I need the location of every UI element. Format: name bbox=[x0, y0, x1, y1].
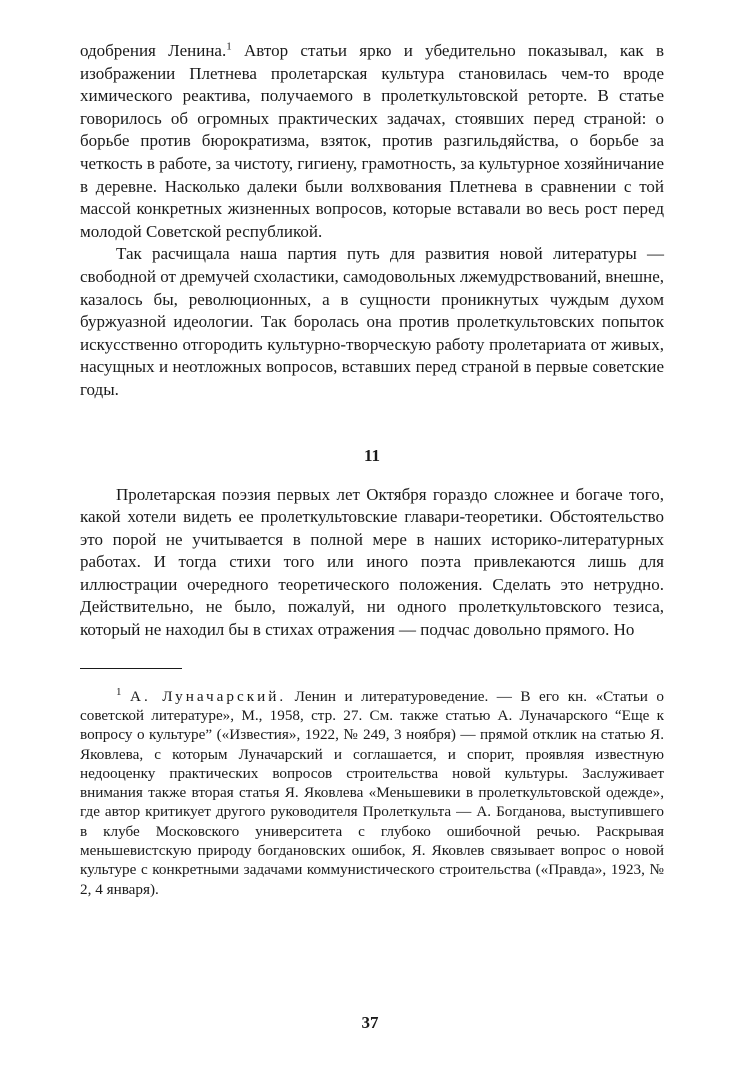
section-number: 11 bbox=[363, 445, 381, 465]
footnote-reference[interactable]: 1 bbox=[226, 40, 232, 53]
paragraph: Пролетарская поэзия первых лет Октября гораздо сложнее и богаче того, какой хотели видеть ее пролеткультовские главари-теоретики. Обстоятельство это порой не учитывается в полной мере в наших историко-литературных работах. И тогда стихи того или иного поэта привлекаются лишь для иллюстрации очередного теоретического положения. Сделать это нетрудно. Действительно, не было, пожалуй, ни одного пролеткультовского тезиса, который не находил бы в стихах отражения — подчас довольно прямого. Но bbox=[80, 484, 664, 640]
footnote-author: А. Луначарский. bbox=[130, 687, 287, 705]
footnote-paragraph bbox=[80, 687, 664, 899]
paragraph: Так расчищала наша партия путь для развития новой литературы — свободной от дремучей схоластики, самодовольных лжемудрствований, внешне, казалось бы, революционных, а в сущности проникнутых чуждым духом буржуазной идеологии. Так боролась она против пролеткультовских попыток искусственно отгородить культурно-творческую работу пролетариата от живых, насущных и неотложных вопросов, вставших перед страной в первые советские годы. bbox=[80, 244, 664, 399]
footnote bbox=[80, 687, 664, 899]
section-text bbox=[80, 484, 664, 642]
footnote-text: Ленин и литературоведение. — В его кн. «Статьи о советской литературе», М., 1958, стр. 27. См. также статью А. Луначарского “Еще к вопросу о культуре” («Известия», 1922, № 249, 3 ноября) — прямой отклик на статью Я. Яковлева, с которым Луначарский и соглашается, и спорит, проявляя известную недооценку практических вопросов строительства новой культуры. Заслуживает внимания также вторая статья Я. Яковлева «Меньшевики в пролеткультовской одежде», где автор критикует другого руководителя Пролеткульта — А. Богданова, выступившего в клубе Московского университета с глубоко ошибочной речью. Раскрывая меньшевистскую природу богдановских ошибок, Я. Яковлев связывает вопрос о новой культуре с конкретными задачами коммунистического строительства («Правда», 1923, № 2, 4 января). bbox=[80, 687, 664, 898]
paragraph-text: одобрения Ленина. bbox=[80, 41, 227, 60]
paragraph bbox=[80, 40, 664, 243]
footnote-divider bbox=[80, 668, 182, 669]
main-text bbox=[80, 40, 664, 402]
footnote-marker: 1 bbox=[116, 685, 122, 698]
page-number: 37 bbox=[361, 1013, 379, 1032]
paragraph-text: Автор статьи ярко и убедительно показывал, как в изображении Плетнева пролетарская культура становилась чем-то вроде химического реактива, получаемого в пролеткультовской реторте. В статье говорилось об огромных практических задачах, стоявших перед страной: о борьбе против бюрократизма, взяток, против разгильдяйства, о борьбе за четкость в работе, за чистоту, гигиену, грамотность, за культурное хозяйничание в деревне. Насколько далеки были волхвования Плетнева в сравнении с той массой конкретных жизненных вопросов, которые вставали во весь рост перед молодой Советской республикой. bbox=[80, 41, 664, 241]
